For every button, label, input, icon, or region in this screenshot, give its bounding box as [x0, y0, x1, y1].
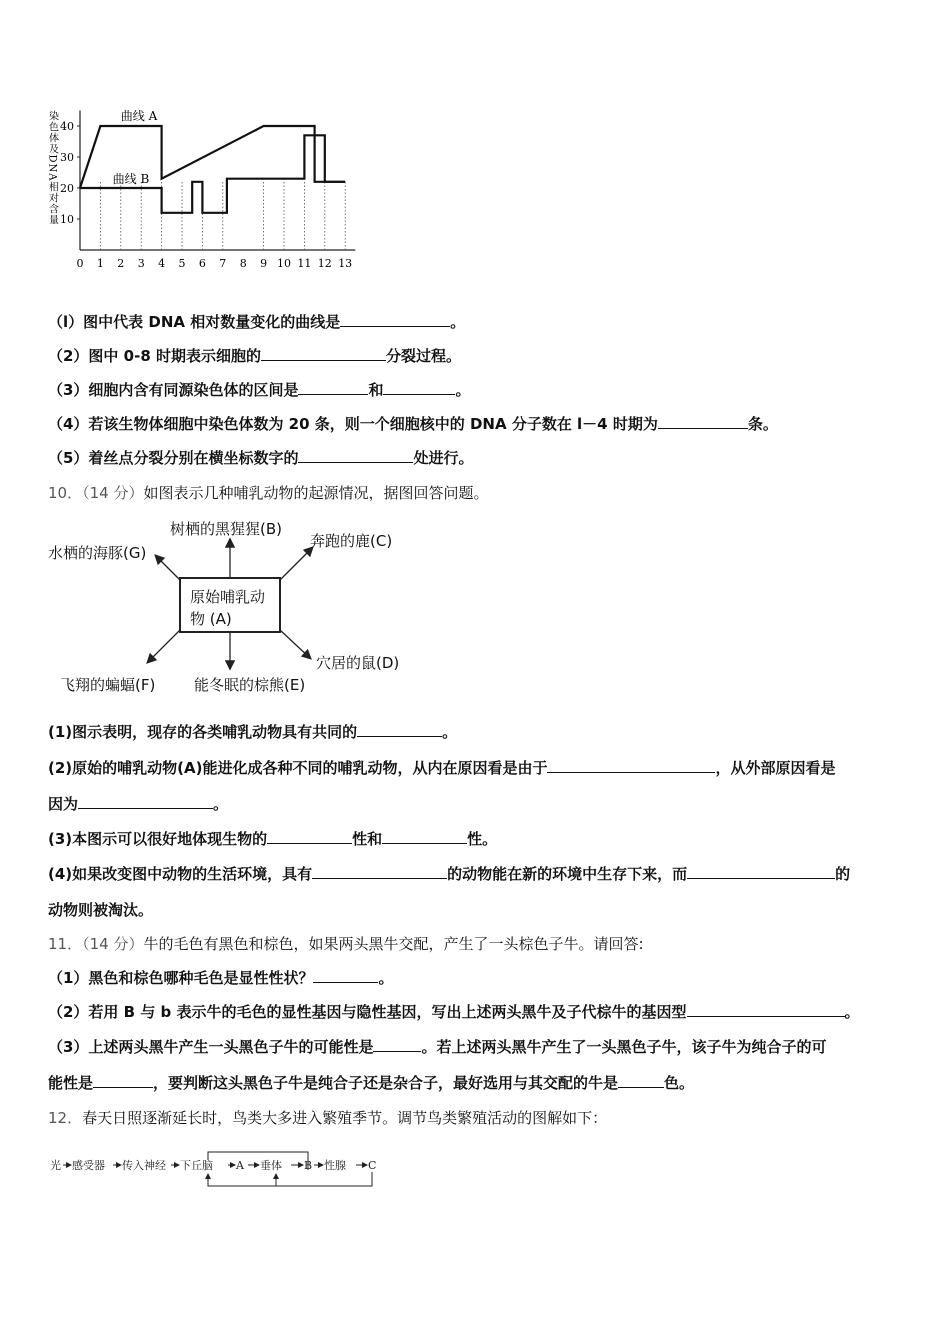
q10-item-1: (1)图示表明，现存的各类哺乳动物具有共同的 。 [48, 723, 458, 741]
label-e: 能冬眠的棕熊(E) [194, 676, 306, 694]
q9-item-5: （5）着丝点分裂分别在横坐标数字的 处进行。 [48, 449, 474, 467]
flow-node: C [368, 1159, 377, 1172]
mammal-origin-diagram [44, 512, 424, 697]
q11-item-3: （3）上述两头黑牛产生一头黑色子牛的可能性是 。若上述两头黑牛产生了一头黑色子牛，该子牛为纯合子的可 [48, 1038, 827, 1056]
flow-node: 垂体 [260, 1159, 282, 1172]
label-c: 奔跑的鹿(C) [310, 532, 393, 550]
q10-heading: 10．（14 分）如图表示几种哺乳动物的起源情况，据图回答问题。 [48, 484, 489, 502]
q11-heading: 11．（14 分）牛的毛色有黑色和棕色，如果两头黑牛交配，产生了一头棕色子牛。请回答: [48, 935, 644, 953]
answer-blank[interactable] [313, 968, 378, 983]
answer-blank[interactable] [383, 380, 455, 395]
answer-blank[interactable] [382, 829, 467, 844]
x-tick-label: 4 [158, 257, 166, 270]
x-tick-label: 5 [178, 257, 186, 270]
y-tick-label: 20 [60, 182, 74, 195]
answer-blank[interactable] [298, 380, 368, 395]
y-tick-label: 40 [60, 120, 74, 133]
x-tick-label: 11 [297, 257, 312, 270]
arrow-to-f [148, 630, 180, 662]
q10-item-2b: 因为 。 [48, 795, 229, 813]
answer-blank[interactable] [357, 722, 442, 737]
label-g: 水栖的海豚(G) [48, 544, 147, 562]
x-tick-label: 3 [137, 257, 145, 270]
x-tick-label: 13 [338, 257, 353, 270]
label-b: 树栖的黑猩猩(B) [170, 520, 282, 538]
arrow-to-g [156, 556, 180, 580]
label-d: 穴居的鼠(D) [316, 654, 400, 672]
regulation-flow-diagram [50, 1150, 380, 1195]
arrow-to-d [280, 630, 310, 658]
flow-node: A [236, 1159, 244, 1172]
flow-feedback-bottom [208, 1172, 372, 1186]
answer-blank[interactable] [312, 864, 447, 879]
answer-blank[interactable] [687, 864, 835, 879]
y-tick-label: 30 [60, 151, 74, 164]
q11-item-3b: 能性是 ，要判断这头黑色子牛是纯合子还是杂合子，最好选用与其交配的牛是 色。 [48, 1074, 695, 1092]
answer-blank[interactable] [658, 414, 748, 429]
label-f: 飞翔的蝙蝠(F) [60, 676, 156, 694]
flow-node: B [304, 1159, 313, 1172]
q9-item-1: （l）图中代表 DNA 相对数量变化的曲线是 。 [48, 313, 466, 331]
x-tick-label: 10 [277, 257, 291, 270]
q9-item-2: （2）图中 0-8 时期表示细胞的 分裂过程。 [48, 347, 461, 365]
answer-blank[interactable] [267, 829, 352, 844]
x-tick-label: 9 [260, 257, 268, 270]
x-tick-label: 7 [219, 257, 227, 270]
flow-node: 性腺 [324, 1159, 346, 1172]
x-tick-label: 1 [96, 257, 104, 270]
q9-item-3: （3）细胞内含有同源染色体的区间是 和 。 [48, 381, 471, 399]
y-axis-label: 染色体及DNA相对含量 [46, 110, 58, 226]
x-tick-label: 8 [239, 257, 247, 270]
x-tick-label: 6 [198, 257, 206, 270]
answer-blank[interactable] [373, 1037, 421, 1052]
q10-item-4b: 动物则被淘汰。 [48, 901, 154, 919]
flow-node: 传入神经 [122, 1159, 166, 1172]
answer-blank[interactable] [298, 448, 413, 463]
answer-blank[interactable] [93, 1073, 153, 1088]
answer-blank[interactable] [618, 1073, 664, 1088]
x-tick-label: 12 [317, 257, 332, 270]
series-label-b: 曲线 B [112, 171, 150, 186]
chromosome-dna-chart [40, 100, 370, 280]
answer-blank[interactable] [687, 1002, 845, 1017]
q11-item-2: （2）若用 B 与 b 表示牛的毛色的显性基因与隐性基因，写出上述两头黑牛及子代棕牛的基因型 。 [48, 1003, 860, 1021]
q10-item-3: (3)本图示可以很好地体现生物的 性和 性。 [48, 830, 498, 848]
arrow-to-c [280, 548, 312, 580]
answer-blank[interactable] [547, 758, 715, 773]
q12-heading: 12．春天日照逐渐延长时，鸟类大多进入繁殖季节。调节鸟类繁殖活动的图解如下： [48, 1109, 608, 1127]
x-tick-label: 0 [76, 257, 84, 270]
series-label-a: 曲线 A [120, 108, 158, 123]
flow-node: 光 [50, 1159, 61, 1172]
q9-item-4: （4）若该生物体细胞中染色体数为 20 条，则一个细胞核中的 DNA 分子数在 l－4 时期为 条。 [48, 415, 778, 433]
answer-blank[interactable] [261, 346, 386, 361]
flow-node: 下丘脑 [180, 1159, 213, 1172]
q10-item-2: (2)原始的哺乳动物(A)能进化成各种不同的哺乳动物，从内在原因看是由于 ，从外部原因看是 [48, 759, 836, 777]
x-tick-label: 2 [117, 257, 125, 270]
q11-item-1: （1）黑色和棕色哪种毛色是显性性状？ 。 [48, 969, 394, 987]
answer-blank[interactable] [78, 794, 213, 809]
answer-blank[interactable] [340, 312, 450, 327]
y-tick-label: 10 [60, 213, 74, 226]
center-label: 原始哺乳动 物 (A) [190, 588, 266, 628]
flow-node: 感受器 [72, 1159, 105, 1172]
q10-item-4: (4)如果改变图中动物的生活环境，具有 的动物能在新的环境中生存下来，而 的 [48, 865, 851, 883]
